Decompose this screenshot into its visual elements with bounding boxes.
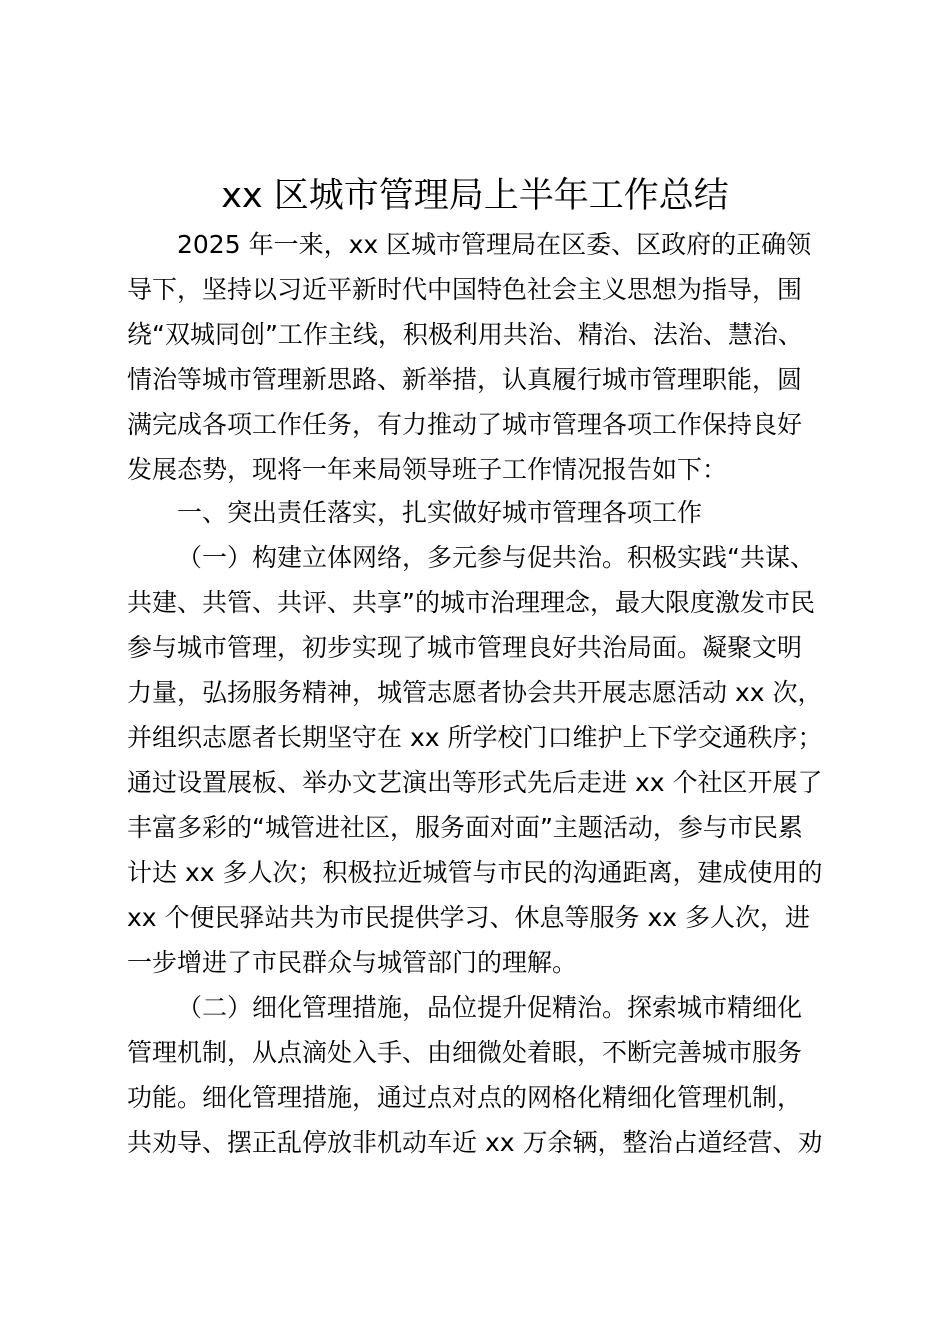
text-line: （一）构建立体网络，多元参与促共治。积极实践“共谋、 [177, 543, 815, 572]
text-line: 2025 年一来，xx 区城市管理局在区委、区政府的正确领 [177, 230, 812, 259]
section-heading: 一、突出责任落实，扎实做好城市管理各项工作 [177, 498, 703, 527]
text-line: 情治等城市管理新思路、新举措，认真履行城市管理职能，圆 [127, 365, 803, 394]
text-line: 满完成各项工作任务，有力推动了城市管理各项工作保持良好 [127, 410, 803, 439]
text-line: 功能。细化管理措施，通过点对点的网格化精细化管理机制， [127, 1083, 803, 1112]
text-line: 一步增进了市民群众与城管部门的理解。 [127, 948, 578, 977]
text-line: 导下，坚持以习近平新时代中国特色社会主义思想为指导，围 [127, 275, 803, 304]
text-line: 参与城市管理，初步实现了城市管理良好共治局面。凝聚文明 [127, 633, 803, 662]
document-title: xx 区城市管理局上半年工作总结 [221, 176, 729, 216]
text-line: 管理机制，从点滴处入手、由细微处着眼，不断完善城市服务 [127, 1038, 803, 1067]
text-line: 绕“双城同创”工作主线，积极利用共治、精治、法治、慧治、 [127, 320, 803, 349]
text-line: 计达 xx 多人次；积极拉近城管与市民的沟通距离，建成使用的 [127, 858, 823, 887]
text-line: 共劝导、摆正乱停放非机动车近 xx 万余辆，整治占道经营、劝 [127, 1128, 823, 1157]
text-line: 丰富多彩的“城管进社区，服务面对面”主题活动，参与市民累 [127, 813, 803, 842]
text-line: 力量，弘扬服务精神，城管志愿者协会共开展志愿活动 xx 次， [127, 678, 823, 707]
text-line: 发展态势，现将一年来局领导班子工作情况报告如下： [127, 455, 728, 484]
text-line: 并组织志愿者长期坚守在 xx 所学校门口维护上下学交通秩序； [127, 723, 823, 752]
text-line: 共建、共管、共评、共享”的城市治理理念，最大限度激发市民 [127, 588, 815, 617]
text-line: （二）细化管理措施，品位提升促精治。探索城市精细化 [177, 993, 803, 1022]
text-line: 通过设置展板、举办文艺演出等形式先后走进 xx 个社区开展了 [127, 768, 823, 797]
text-line: xx 个便民驿站共为市民提供学习、休息等服务 xx 多人次，进 [127, 903, 811, 932]
